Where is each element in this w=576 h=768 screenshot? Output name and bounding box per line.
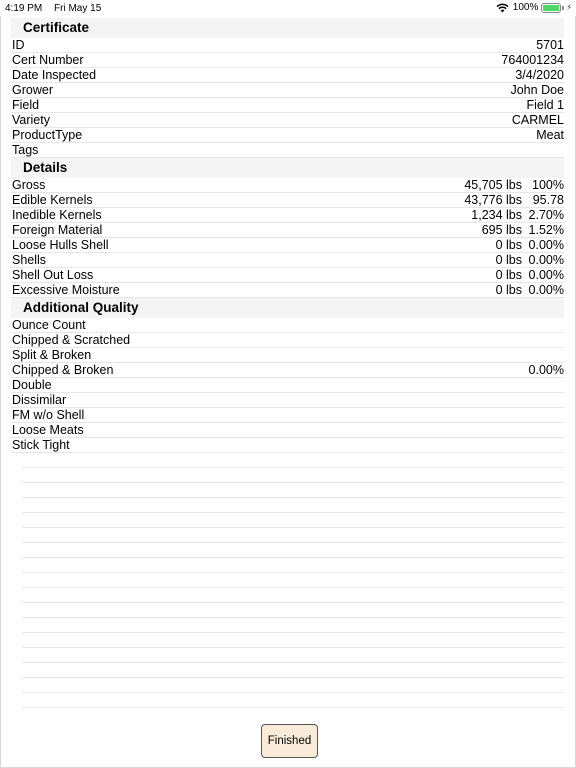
certificate-row — [11, 53, 564, 68]
blank-line — [22, 468, 564, 483]
blank-line — [22, 693, 564, 708]
blank-line — [22, 498, 564, 513]
blank-line — [22, 618, 564, 633]
details-rows — [11, 178, 564, 298]
certificate-row — [11, 68, 564, 83]
row-quantity: 45,705 lbs — [464, 178, 522, 192]
details-row — [11, 283, 564, 298]
row-label: FM w/o Shell — [12, 408, 85, 422]
row-label: Shells — [12, 253, 47, 267]
row-value: 764001234 — [501, 53, 564, 67]
wifi-icon — [496, 2, 509, 13]
row-label: Split & Broken — [12, 348, 92, 362]
blank-line — [22, 453, 564, 468]
certificate-row — [11, 143, 564, 158]
row-percent: 100% — [532, 178, 564, 192]
additional-quality-row — [11, 438, 564, 453]
additional-quality-row — [11, 393, 564, 408]
blank-line — [22, 513, 564, 528]
additional-quality-row — [11, 333, 564, 348]
blank-line — [22, 633, 564, 648]
additional-quality-row — [11, 318, 564, 333]
row-label: ID — [12, 38, 25, 52]
row-percent: 1.52% — [528, 223, 564, 237]
additional-quality-row — [11, 348, 564, 363]
blank-line — [22, 573, 564, 588]
details-row — [11, 268, 564, 283]
row-label: Variety — [12, 113, 50, 127]
row-label: Date Inspected — [12, 68, 97, 82]
status-date: Fri May 15 — [54, 3, 102, 14]
row-label: Inedible Kernels — [12, 208, 102, 222]
certificate-row — [11, 98, 564, 113]
row-label: Ounce Count — [12, 318, 86, 332]
details-row — [11, 208, 564, 223]
row-value: 0.00% — [528, 363, 564, 377]
battery-icon — [541, 3, 561, 13]
additional-quality-row — [11, 378, 564, 393]
status-bar-left — [5, 3, 101, 14]
row-value: 5701 — [536, 38, 564, 52]
certificate-row — [11, 113, 564, 128]
row-percent: 2.70% — [528, 208, 564, 222]
row-value: Field 1 — [526, 98, 564, 112]
row-percent: 95.78 — [532, 193, 564, 207]
blank-line — [22, 543, 564, 558]
row-label: ProductType — [12, 128, 83, 142]
row-value: 3/4/2020 — [515, 68, 564, 82]
blank-lines — [22, 453, 564, 708]
row-percent: 0.00% — [528, 238, 564, 252]
section-header-certificate: Certificate — [11, 18, 564, 38]
row-quantity: 43,776 lbs — [464, 193, 522, 207]
row-label: Shell Out Loss — [12, 268, 94, 282]
battery-level — [543, 5, 559, 11]
row-quantity: 695 lbs — [481, 223, 522, 237]
row-label: Chipped & Broken — [12, 363, 114, 377]
row-quantity: 1,234 lbs — [471, 208, 522, 222]
certificate-sheet — [11, 18, 564, 453]
row-quantity: 0 lbs — [495, 238, 522, 252]
row-percent: 0.00% — [528, 253, 564, 267]
row-label: Foreign Material — [12, 223, 103, 237]
status-bar — [0, 0, 576, 16]
blank-line — [22, 603, 564, 618]
blank-line — [22, 648, 564, 663]
details-row — [11, 178, 564, 193]
battery-tip — [562, 6, 564, 10]
row-value: CARMEL — [511, 113, 564, 127]
blank-line — [22, 483, 564, 498]
section-header-additional-quality: Additional Quality — [11, 298, 564, 318]
details-row — [11, 238, 564, 253]
details-row — [11, 223, 564, 238]
row-label: Field — [12, 98, 40, 112]
certificate-row — [11, 83, 564, 98]
blank-line — [22, 663, 564, 678]
row-label: Stick Tight — [12, 438, 70, 452]
status-bar-right — [496, 2, 572, 13]
blank-line — [22, 558, 564, 573]
blank-line — [22, 528, 564, 543]
row-label: Edible Kernels — [12, 193, 93, 207]
row-percent: 0.00% — [528, 283, 564, 297]
additional-quality-row — [11, 408, 564, 423]
row-value: Meat — [536, 128, 564, 142]
details-row — [11, 193, 564, 208]
additional-quality-row — [11, 363, 564, 378]
status-time: 4:19 PM — [5, 3, 43, 14]
row-label: Grower — [12, 83, 53, 97]
additional-quality-row — [11, 423, 564, 438]
finished-button[interactable]: Finished — [261, 724, 318, 758]
row-percent: 0.00% — [528, 268, 564, 282]
row-label: Chipped & Scratched — [12, 333, 131, 347]
row-label: Loose Meats — [12, 423, 84, 437]
blank-line — [22, 588, 564, 603]
certificate-row — [11, 128, 564, 143]
additional-quality-rows — [11, 318, 564, 453]
battery-percent: 100% — [512, 2, 539, 13]
section-header-details: Details — [11, 158, 564, 178]
row-label: Loose Hulls Shell — [12, 238, 109, 252]
row-label: Cert Number — [12, 53, 84, 67]
row-label: Double — [12, 378, 52, 392]
row-quantity: 0 lbs — [495, 253, 522, 267]
row-label: Gross — [12, 178, 46, 192]
details-row — [11, 253, 564, 268]
row-label: Tags — [12, 143, 39, 157]
row-label: Dissimilar — [12, 393, 67, 407]
row-quantity: 0 lbs — [495, 268, 522, 282]
charging-bolt-icon: ⚡ — [566, 3, 572, 12]
blank-line — [22, 678, 564, 693]
row-label: Excessive Moisture — [12, 283, 120, 297]
row-quantity: 0 lbs — [495, 283, 522, 297]
row-value: John Doe — [510, 83, 564, 97]
certificate-row — [11, 38, 564, 53]
certificate-rows — [11, 38, 564, 158]
